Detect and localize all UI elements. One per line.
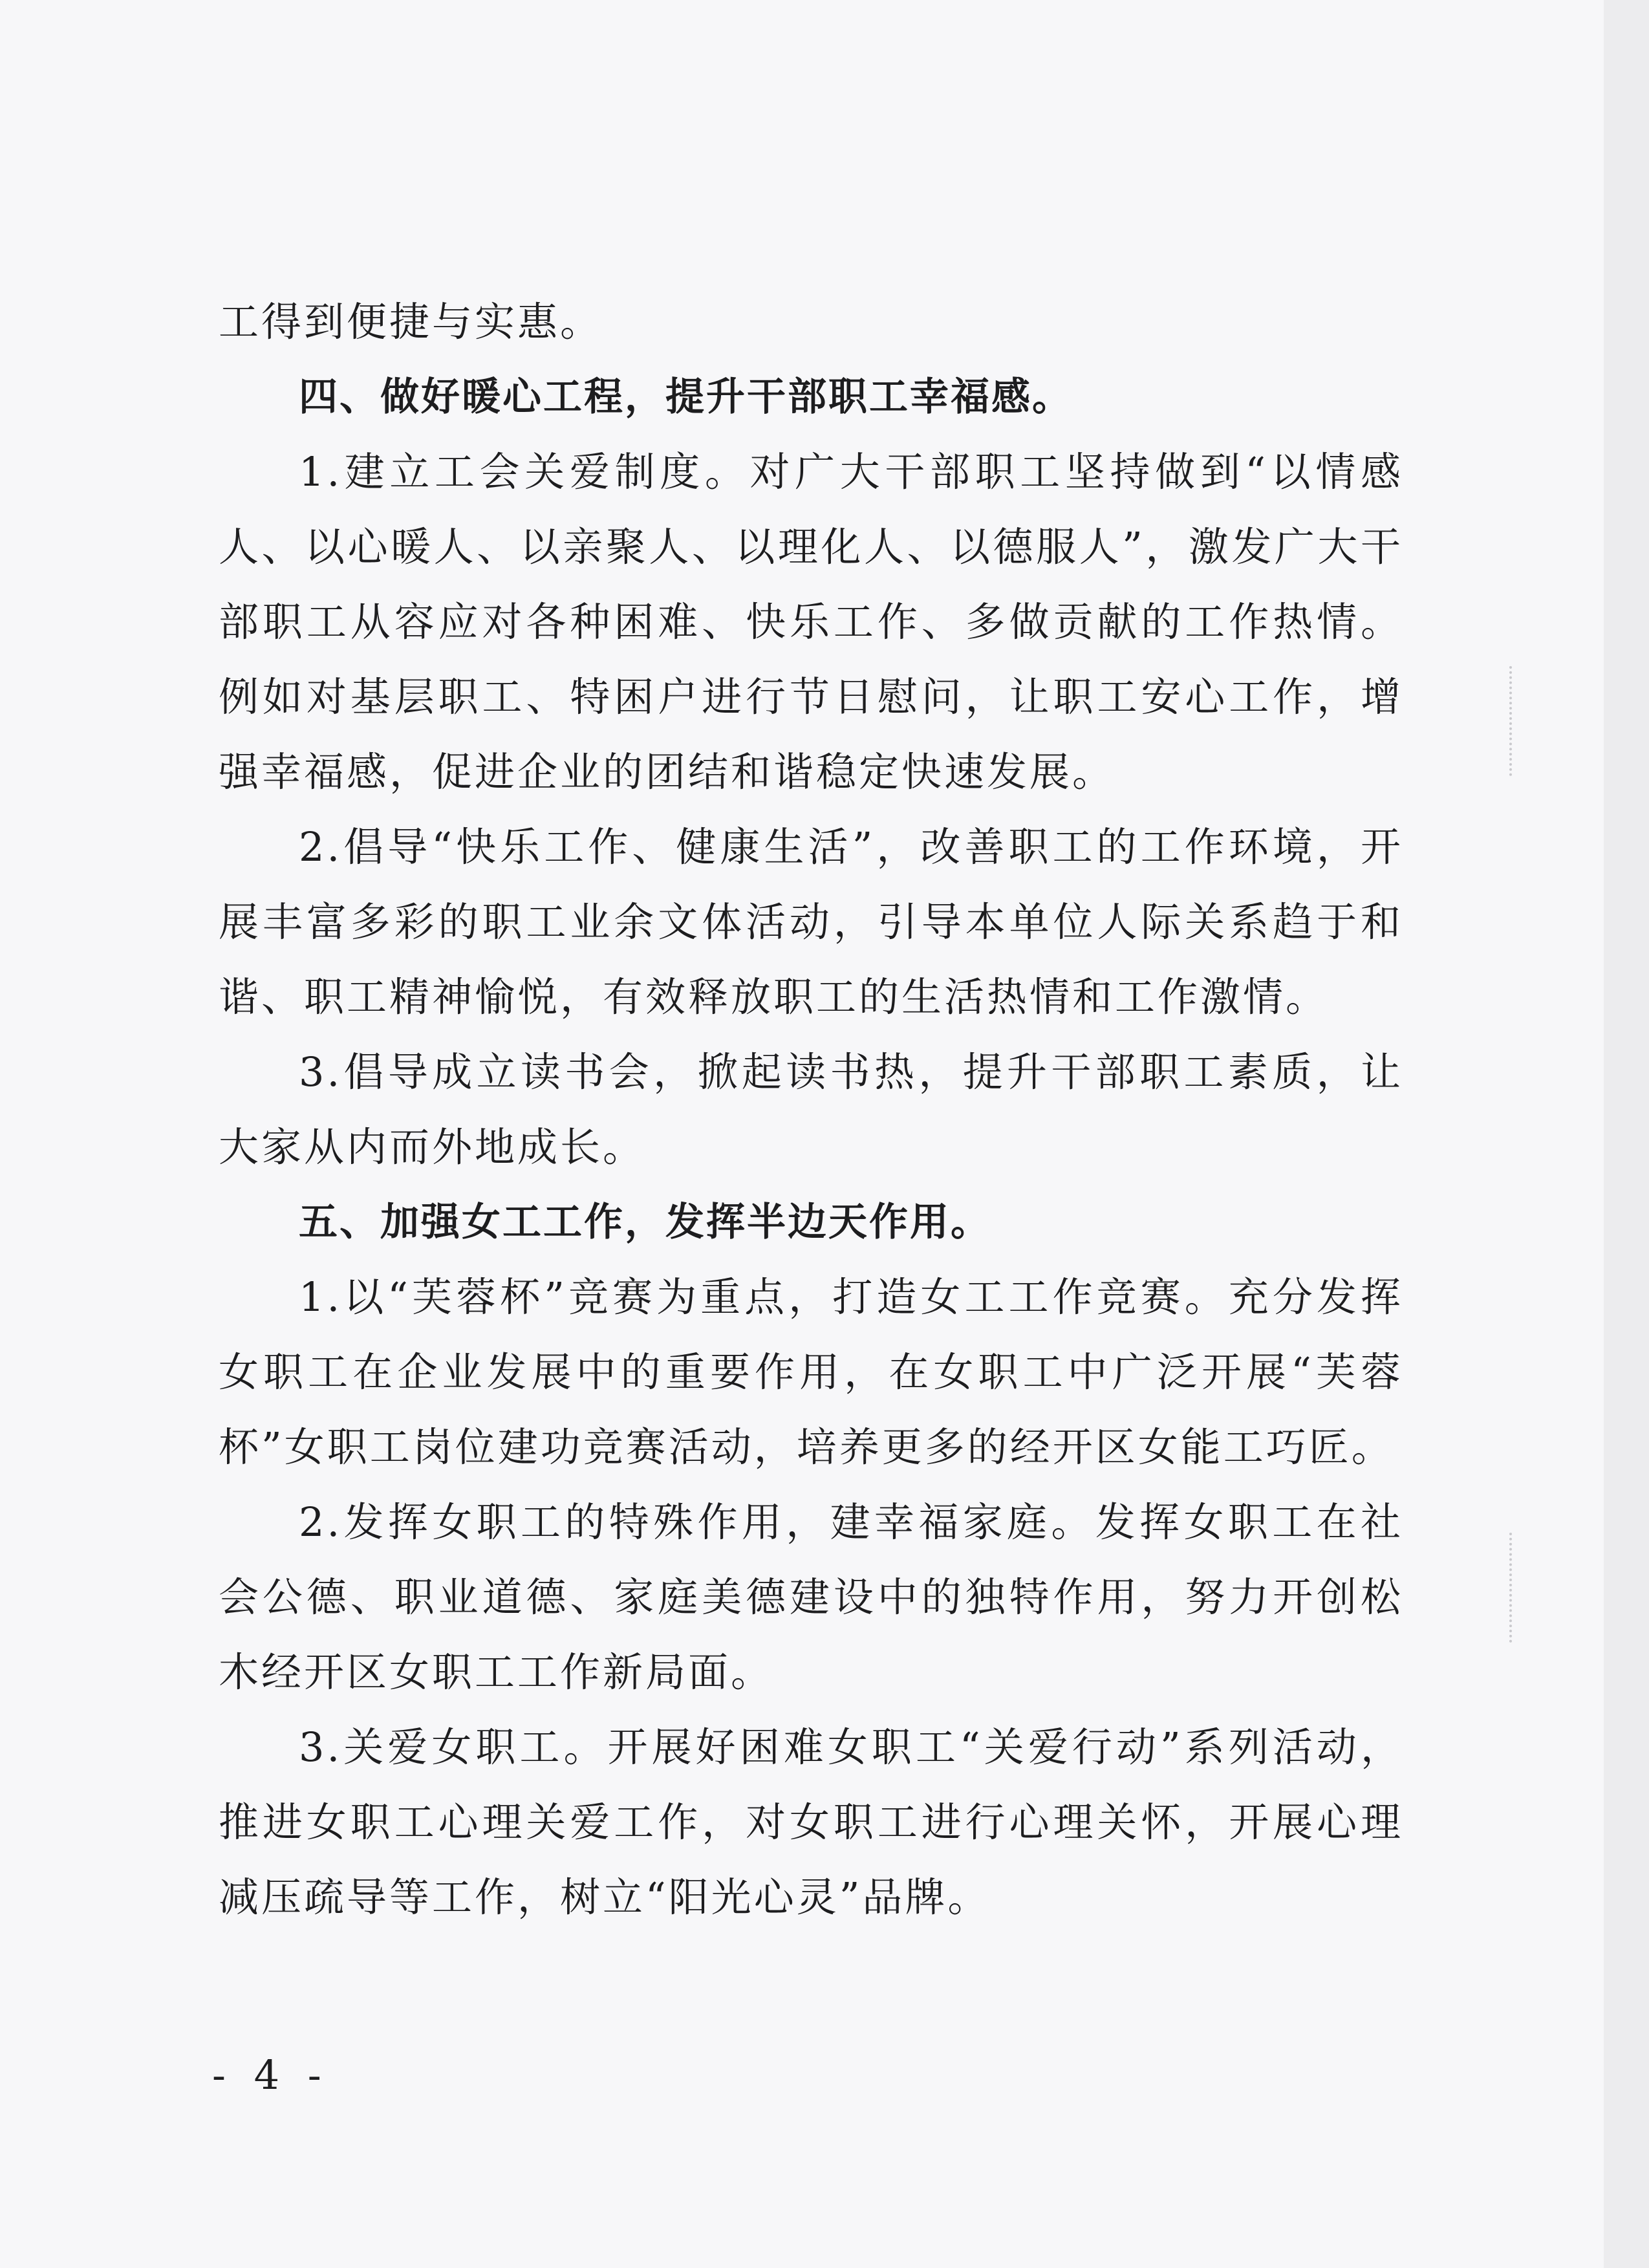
binding-hole-marks-upper xyxy=(1509,666,1516,776)
section-4-item-2: 2.倡导“快乐工作、健康生活”，改善职工的工作环境，开展丰富多彩的职工业余文体活动，引导本单位人际关系趋于和谐、职工精神愉悦，有效释放职工的生活热情和工作激情。 xyxy=(219,823,1403,1021)
section-4-item-3: 3.倡导成立读书会，掀起读书热，提升干部职工素质，让大家从内而外地成长。 xyxy=(219,1048,1403,1171)
page-number: - 4 - xyxy=(212,2051,329,2099)
document-body xyxy=(219,285,1403,1935)
section-5-item-2: 2.发挥女职工的特殊作用，建幸福家庭。发挥女职工在社会公德、职业道德、家庭美德建设中的独特作用，努力开创松木经开区女职工工作新局面。 xyxy=(219,1498,1403,1696)
section-5-item-3: 3.关爱女职工。开展好困难女职工“关爱行动”系列活动，推进女职工心理关爱工作，对女职工进行心理关怀，开展心理减压疏导等工作，树立“阳光心灵”品牌。 xyxy=(219,1723,1403,1921)
section-4-item-1: 1.建立工会关爱制度。对广大干部职工坚持做到“以情感人、以心暖人、以亲聚人、以理化人、以德服人”，激发广大干部职工从容应对各种困难、快乐工作、多做贡献的工作热情。例如对基层职工、特困户进行节日慰问，让职工安心工作，增强幸福感，促进企业的团结和谐稳定快速发展。 xyxy=(219,448,1403,795)
section-5-heading: 五、加强女工工作，发挥半边天作用。 xyxy=(299,1200,991,1245)
section-5-item-1: 1.以“芙蓉杯”竞赛为重点，打造女工工作竞赛。充分发挥女职工在企业发展中的重要作用，在女职工中广泛开展“芙蓉杯”女职工岗位建功竞赛活动，培养更多的经开区女能工巧匠。 xyxy=(219,1273,1403,1471)
section-4-heading: 四、做好暖心工程，提升干部职工幸福感。 xyxy=(299,374,1073,420)
binding-hole-marks-lower xyxy=(1509,1533,1516,1643)
scan-margin-strip xyxy=(1604,0,1649,2268)
continuation-paragraph: 工得到便捷与实惠。 xyxy=(219,298,603,345)
